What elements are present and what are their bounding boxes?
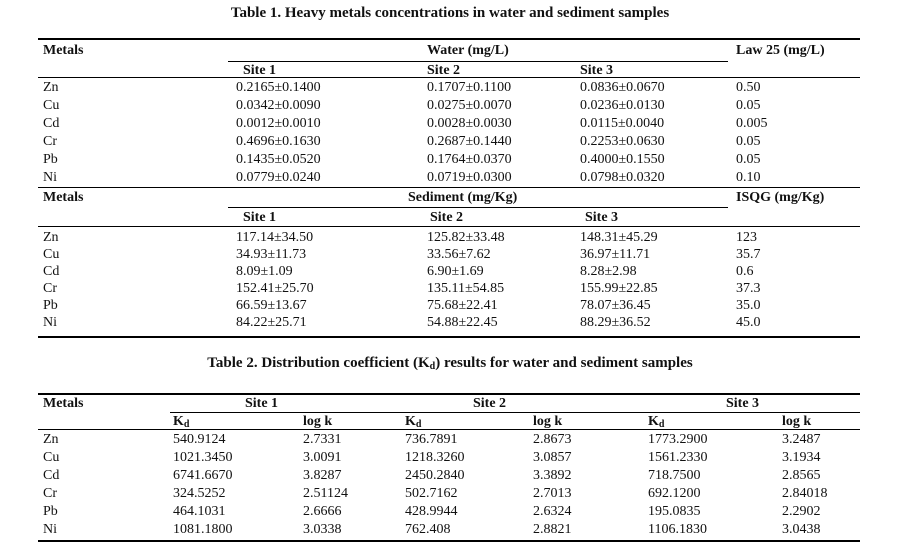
site1-kd-value: 464.1031: [173, 504, 226, 519]
sediment-site3-value: 8.28±2.98: [580, 264, 637, 279]
law-limit-value: 0.10: [736, 170, 761, 185]
site1-logk-value: 2.7331: [303, 432, 342, 447]
table1-isqg-header: ISQG (mg/Kg): [736, 190, 825, 205]
sediment-site2-value: 6.90±1.69: [427, 264, 484, 279]
sediment-site1-value: 152.41±25.70: [236, 281, 314, 296]
water-site3-value: 0.0798±0.0320: [580, 170, 665, 185]
metal-name: Zn: [43, 230, 59, 245]
site3-logk-value: 2.2902: [782, 504, 821, 519]
isqg-limit-value: 35.0: [736, 298, 761, 313]
sediment-site2-value: 75.68±22.41: [427, 298, 498, 313]
table1-water-site2-header: Site 2: [427, 63, 461, 78]
isqg-limit-value: 37.3: [736, 281, 761, 296]
metal-name: Cr: [43, 281, 57, 296]
water-site2-value: 0.1764±0.0370: [427, 152, 512, 167]
water-site3-value: 0.0836±0.0670: [580, 80, 665, 95]
sediment-site3-value: 36.97±11.71: [580, 247, 651, 262]
site3-logk-value: 2.8565: [782, 468, 821, 483]
table1-water-subheader-rule: [228, 61, 728, 62]
table2-site1-logk-header: log k: [303, 414, 333, 429]
table2-title-post: ) results for water and sediment samples: [435, 355, 693, 371]
site3-logk-value: 2.84018: [782, 486, 828, 501]
water-site2-value: 0.0719±0.0300: [427, 170, 512, 185]
table1-water-site1-header: Site 1: [243, 63, 277, 78]
metal-name: Ni: [43, 170, 57, 185]
sediment-site1-value: 8.09±1.09: [236, 264, 293, 279]
water-site1-value: 0.2165±0.1400: [236, 80, 321, 95]
law-limit-value: 0.50: [736, 80, 761, 95]
site1-kd-value: 540.9124: [173, 432, 226, 447]
water-site2-value: 0.0028±0.0030: [427, 116, 512, 131]
table1-sediment-site2-header: Site 2: [430, 210, 464, 225]
site1-logk-value: 2.6666: [303, 504, 342, 519]
isqg-limit-value: 123: [736, 230, 757, 245]
table1-metals-header: Metals: [43, 43, 84, 58]
water-site3-value: 0.0236±0.0130: [580, 98, 665, 113]
site1-kd-value: 324.5252: [173, 486, 226, 501]
metal-name: Cd: [43, 468, 60, 483]
site2-logk-value: 3.3892: [533, 468, 572, 483]
table2-site1-header: Site 1: [245, 396, 279, 411]
metal-name: Cd: [43, 264, 60, 279]
sediment-site3-value: 148.31±45.29: [580, 230, 658, 245]
kd-sub: d: [658, 419, 665, 430]
metal-name: Ni: [43, 315, 57, 330]
sediment-site3-value: 155.99±22.85: [580, 281, 658, 296]
site2-kd-value: 1218.3260: [405, 450, 465, 465]
metal-name: Pb: [43, 504, 58, 519]
water-site1-value: 0.0342±0.0090: [236, 98, 321, 113]
site1-logk-value: 3.8287: [303, 468, 342, 483]
table2-metals-header: Metals: [43, 396, 84, 411]
table2-site3-logk-header: log k: [782, 414, 812, 429]
table2-site1-kd-header: [173, 414, 189, 432]
metal-name: Ni: [43, 522, 57, 537]
law-limit-value: 0.05: [736, 152, 761, 167]
sediment-site1-value: 34.93±11.73: [236, 247, 307, 262]
site2-kd-value: 762.408: [405, 522, 451, 537]
site3-kd-value: 1106.1830: [648, 522, 707, 537]
table2-header-rule: [38, 429, 860, 430]
water-site1-value: 0.0012±0.0010: [236, 116, 321, 131]
kd-sub: d: [183, 419, 190, 430]
table2-top-rule: [38, 393, 860, 395]
sediment-site1-value: 117.14±34.50: [236, 230, 314, 245]
isqg-limit-value: 0.6: [736, 264, 754, 279]
table1-top-rule: [38, 38, 860, 40]
water-site3-value: 0.2253±0.0630: [580, 134, 665, 149]
water-site2-value: 0.1707±0.1100: [427, 80, 512, 95]
metal-name: Cu: [43, 98, 60, 113]
site2-kd-value: 736.7891: [405, 432, 458, 447]
sediment-site2-value: 33.56±7.62: [427, 247, 491, 262]
site2-logk-value: 2.8673: [533, 432, 572, 447]
sediment-site1-value: 84.22±25.71: [236, 315, 307, 330]
sediment-site3-value: 78.07±36.45: [580, 298, 651, 313]
table1-sediment-site1-header: Site 1: [243, 210, 277, 225]
site1-kd-value: 6741.6670: [173, 468, 233, 483]
metal-name: Cr: [43, 486, 57, 501]
site3-kd-value: 1773.2900: [648, 432, 708, 447]
table1-law-header: Law 25 (mg/L): [736, 43, 825, 58]
table1-sediment-metals-header: Metals: [43, 190, 84, 205]
sediment-site2-value: 54.88±22.45: [427, 315, 498, 330]
metal-name: Cu: [43, 247, 60, 262]
kd-k: K: [405, 414, 416, 429]
table1-sediment-subheader-rule: [228, 207, 728, 208]
table1-sediment-header-rule: [38, 226, 860, 227]
site1-logk-value: 2.51124: [303, 486, 348, 501]
law-limit-value: 0.05: [736, 98, 761, 113]
table1-bottom-rule: [38, 336, 860, 338]
site2-logk-value: 2.6324: [533, 504, 572, 519]
kd-k: K: [173, 414, 184, 429]
law-limit-value: 0.005: [736, 116, 768, 131]
table1-mid-rule: [38, 187, 860, 188]
sediment-site1-value: 66.59±13.67: [236, 298, 307, 313]
site2-kd-value: 502.7162: [405, 486, 458, 501]
table1-water-site3-header: Site 3: [580, 63, 614, 78]
table1-title: Table 1. Heavy metals concentrations in water and sediment samples: [230, 5, 670, 21]
site1-logk-value: 3.0091: [303, 450, 342, 465]
metal-name: Pb: [43, 152, 58, 167]
site3-logk-value: 3.0438: [782, 522, 821, 537]
site3-logk-value: 3.1934: [782, 450, 821, 465]
table2-site2-header: Site 2: [473, 396, 507, 411]
water-site2-value: 0.0275±0.0070: [427, 98, 512, 113]
table2-title-pre: Table 2. Distribution coefficient (K: [207, 355, 430, 371]
site1-logk-value: 3.0338: [303, 522, 342, 537]
table1-sediment-site3-header: Site 3: [585, 210, 619, 225]
water-site1-value: 0.0779±0.0240: [236, 170, 321, 185]
sediment-site2-value: 125.82±33.48: [427, 230, 505, 245]
site1-kd-value: 1081.1800: [173, 522, 233, 537]
water-site1-value: 0.4696±0.1630: [236, 134, 321, 149]
site3-logk-value: 3.2487: [782, 432, 821, 447]
metal-name: Pb: [43, 298, 58, 313]
metal-name: Cr: [43, 134, 57, 149]
metal-name: Cd: [43, 116, 60, 131]
site2-kd-value: 2450.2840: [405, 468, 465, 483]
table1-water-header: Water (mg/L): [427, 43, 509, 58]
site3-kd-value: 195.0835: [648, 504, 701, 519]
sediment-site2-value: 135.11±54.85: [427, 281, 505, 296]
metal-name: Zn: [43, 432, 59, 447]
water-site2-value: 0.2687±0.1440: [427, 134, 512, 149]
site2-kd-value: 428.9944: [405, 504, 458, 519]
isqg-limit-value: 35.7: [736, 247, 761, 262]
isqg-limit-value: 45.0: [736, 315, 761, 330]
site3-kd-value: 1561.2330: [648, 450, 708, 465]
table2-title-sub: d: [429, 361, 436, 372]
sediment-site3-value: 88.29±36.52: [580, 315, 651, 330]
table2-site3-kd-header: [648, 414, 664, 432]
site2-logk-value: 3.0857: [533, 450, 572, 465]
site2-logk-value: 2.7013: [533, 486, 572, 501]
table2-site2-kd-header: [405, 414, 421, 432]
site2-logk-value: 2.8821: [533, 522, 572, 537]
table2-subheader-rule: [170, 412, 860, 413]
metal-name: Zn: [43, 80, 59, 95]
table1-sediment-header: Sediment (mg/Kg): [408, 190, 518, 205]
water-site3-value: 0.0115±0.0040: [580, 116, 665, 131]
law-limit-value: 0.05: [736, 134, 761, 149]
site1-kd-value: 1021.3450: [173, 450, 233, 465]
table2-title: [0, 355, 900, 372]
table2-site2-logk-header: log k: [533, 414, 563, 429]
kd-k: K: [648, 414, 659, 429]
metal-name: Cu: [43, 450, 60, 465]
kd-sub: d: [415, 419, 422, 430]
water-site1-value: 0.1435±0.0520: [236, 152, 321, 167]
table2-bottom-rule: [38, 540, 860, 542]
site3-kd-value: 692.1200: [648, 486, 701, 501]
table2-site3-header: Site 3: [726, 396, 760, 411]
site3-kd-value: 718.7500: [648, 468, 701, 483]
water-site3-value: 0.4000±0.1550: [580, 152, 665, 167]
